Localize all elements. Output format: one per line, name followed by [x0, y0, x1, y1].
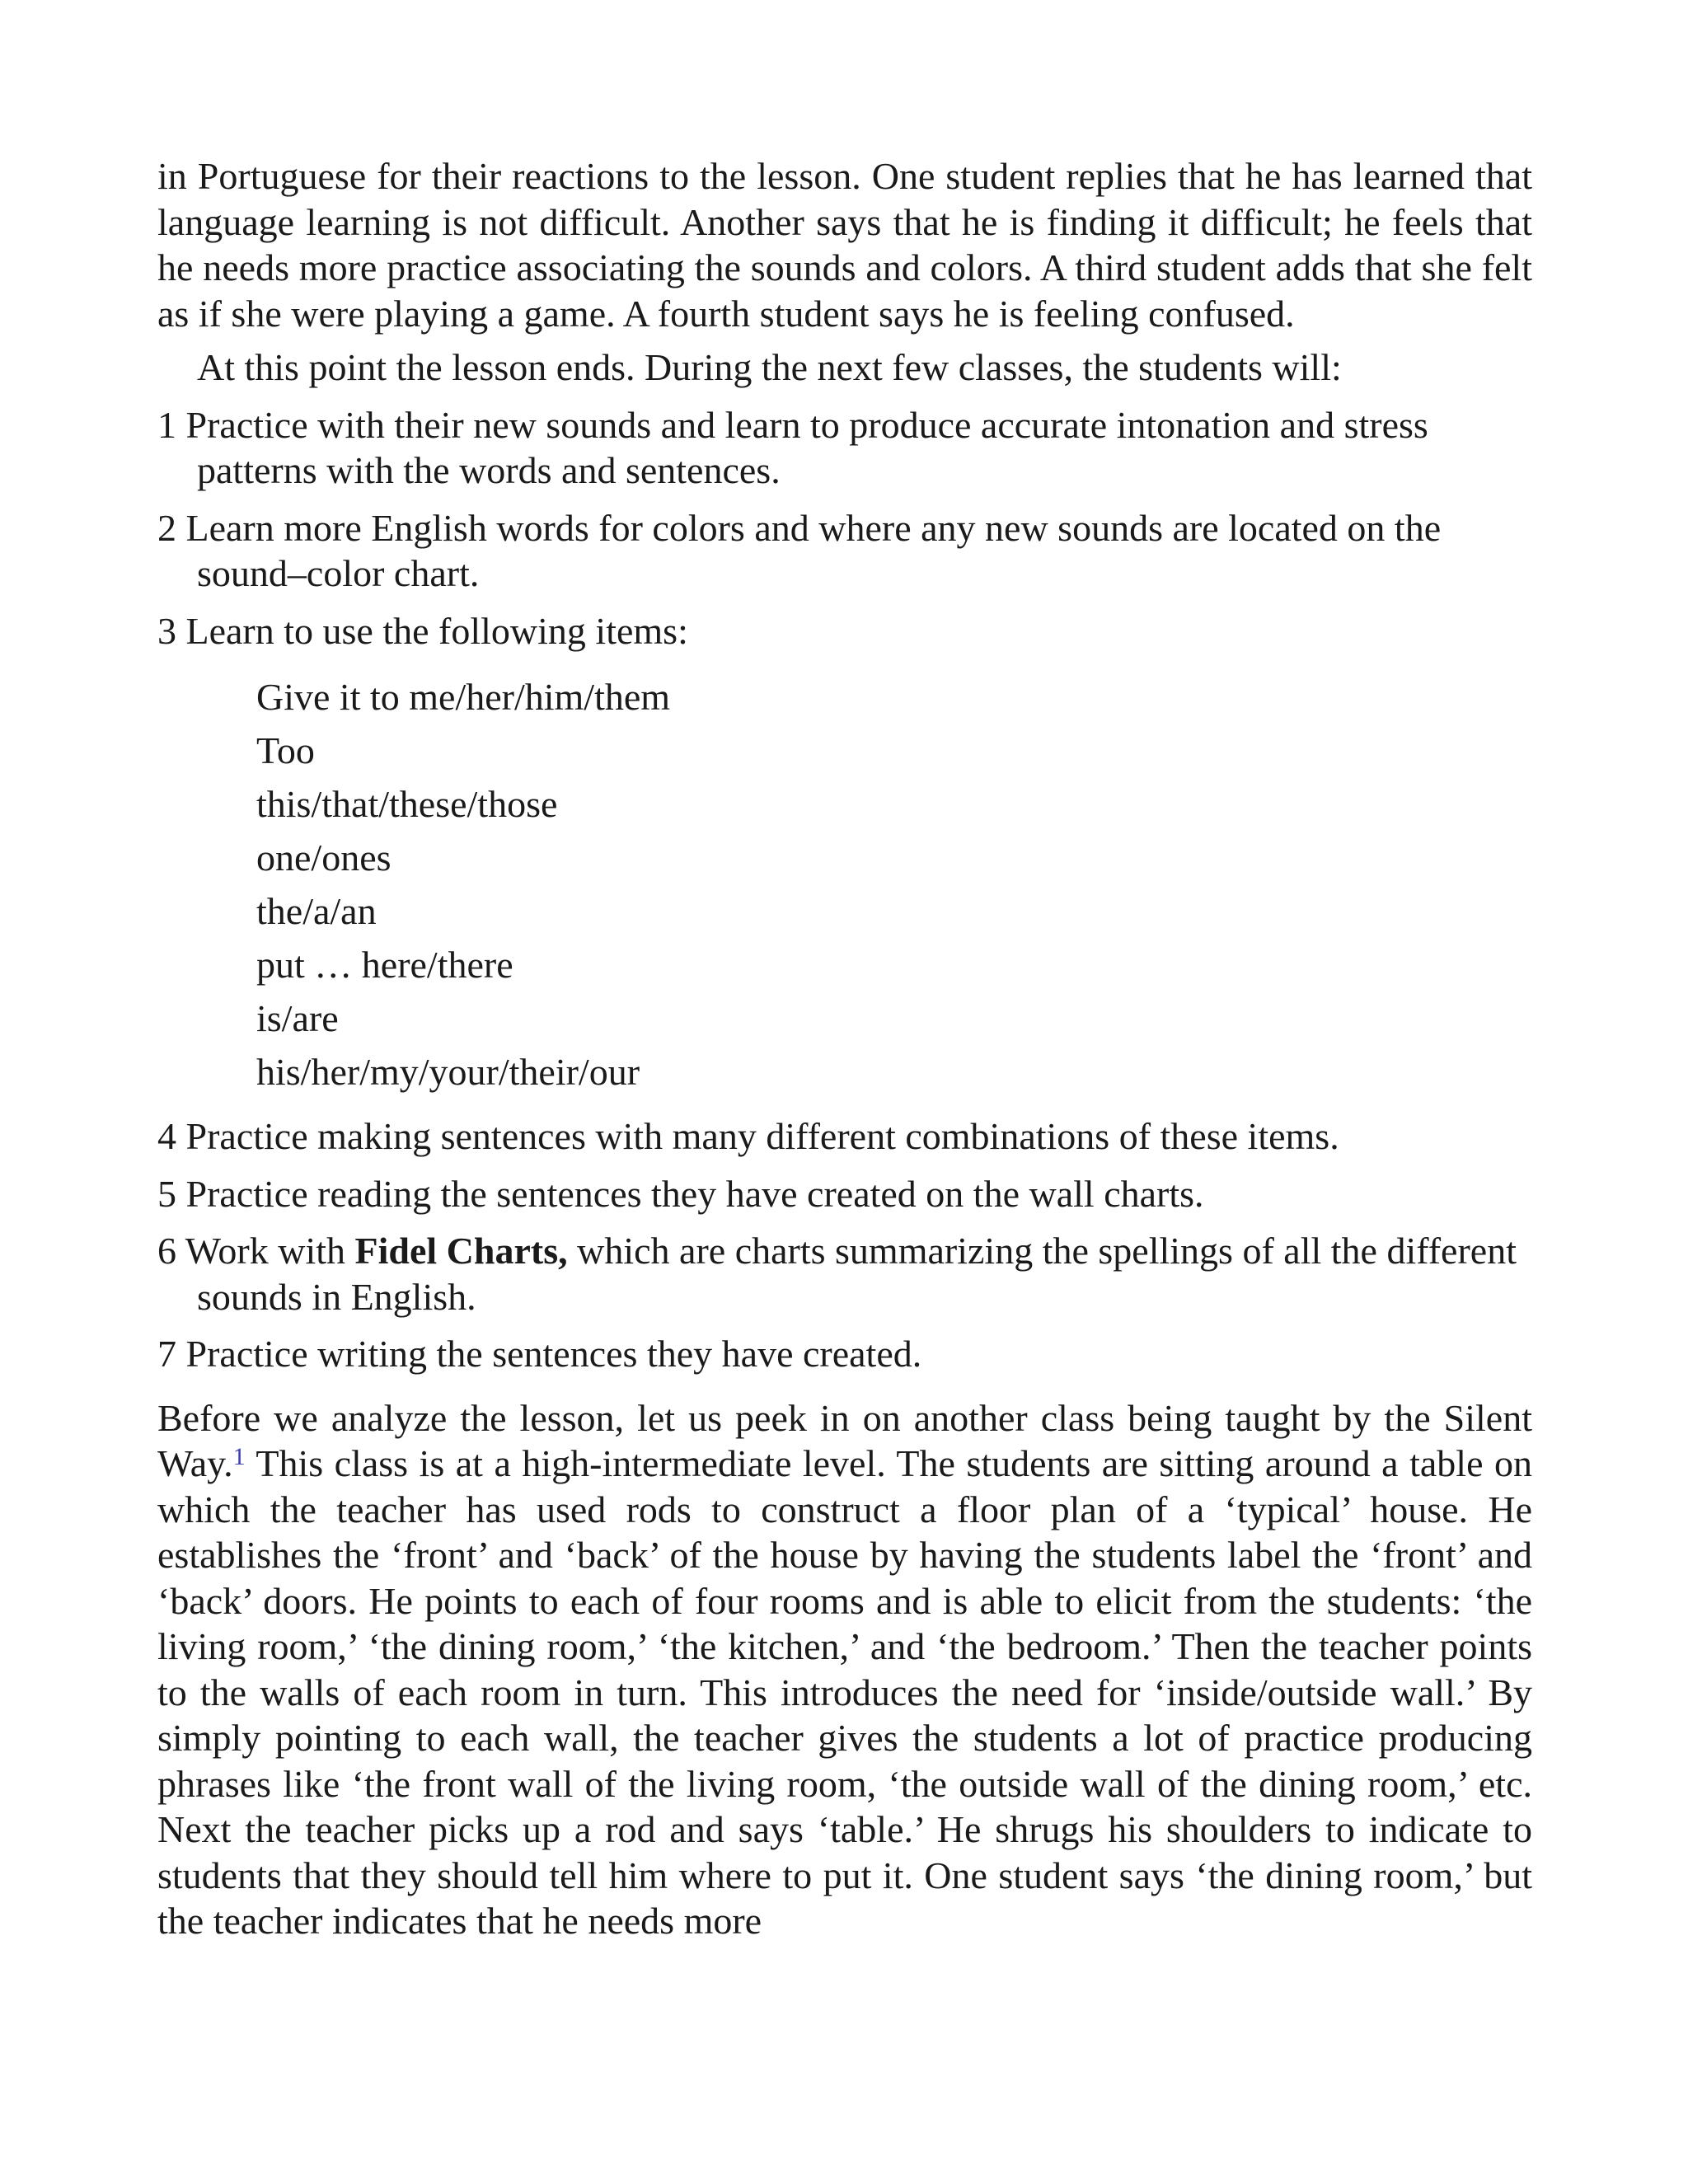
list-item: 1 Practice with their new sounds and learn to produce accurate intonation and stress patterns with the words and sentences. [157, 403, 1428, 491]
sublist-item: put … here/there [256, 944, 513, 986]
items-sublist [157, 670, 1532, 1099]
sublist-item: this/that/these/those [256, 783, 558, 825]
list-item: 5 Practice reading the sentences they have created on the wall charts. [157, 1172, 1204, 1215]
numbered-list [157, 402, 1532, 1377]
footnote-link[interactable]: 1 [232, 1443, 246, 1470]
sublist-item: Give it to me/her/him/them [256, 676, 671, 718]
list-item-fidel-charts [157, 1228, 1532, 1319]
list-item: 4 Practice making sentences with many different combinations of these items. [157, 1115, 1339, 1157]
list-item: 3 Learn to use the following items: [157, 609, 688, 652]
paragraph-text: This class is at a high-intermediate level. The students are sitting around a table on which the teacher has used rods to construct a floor plan of a ‘typical’ house. He establishes the ‘front’ and ‘back’ of the house by having the students label the ‘front’ and ‘back’ doors. He points to each of four rooms and is able to elicit from the students: ‘the living room,’ ‘the dining room,’ ‘the kitchen,’ and ‘the bedroom.’ Then the teacher points to the walls of each room in turn. This introduces the need for ‘inside/outside wall.’ By simply pointing to each wall, the teacher gives the students a lot of practice producing phrases like ‘the front wall of the living room, ‘the outside wall of the dining room,’ etc. Next the teacher picks up a rod and says ‘table.’ He shrugs his shoulders to indicate to students that they should tell him where to put it. One student says ‘the dining room,’ but the teacher indicates that he needs more [157, 1442, 1532, 1942]
sublist-item: is/are [256, 997, 339, 1039]
paragraph-second-class [157, 1395, 1532, 1944]
sublist-item: Too [256, 729, 315, 771]
sublist-item: his/her/my/your/their/our [256, 1051, 640, 1093]
item-text: which are charts summarizing the spellings of all the different sounds in English. [197, 1230, 1517, 1318]
list-item: 7 Practice writing the sentences they have created. [157, 1333, 922, 1375]
sublist-item: the/a/an [256, 890, 377, 932]
item-text: 6 Work with [157, 1230, 355, 1272]
sublist-item: one/ones [256, 837, 392, 879]
page-body [157, 153, 1532, 1944]
paragraph-reactions: in Portuguese for their reactions to the lesson. One student replies that he has learned that language learning is not difficult. Another says that he is finding it difficult; he feels that he needs more practice associating the sounds and colors. A third student adds that she felt as if she were playing a game. A fourth student says he is feeling confused. [157, 155, 1532, 335]
paragraph-text: Before we analyze the lesson, let us peek in on another class being taught by the Silent Way. [157, 1396, 1532, 1484]
term-fidel-charts: Fidel Charts, [354, 1230, 568, 1272]
list-item: 2 Learn more English words for colors and where any new sounds are located on the sound–color chart. [157, 506, 1442, 594]
paragraph-lesson-ends: At this point the lesson ends. During the next few classes, the students will: [197, 346, 1342, 388]
